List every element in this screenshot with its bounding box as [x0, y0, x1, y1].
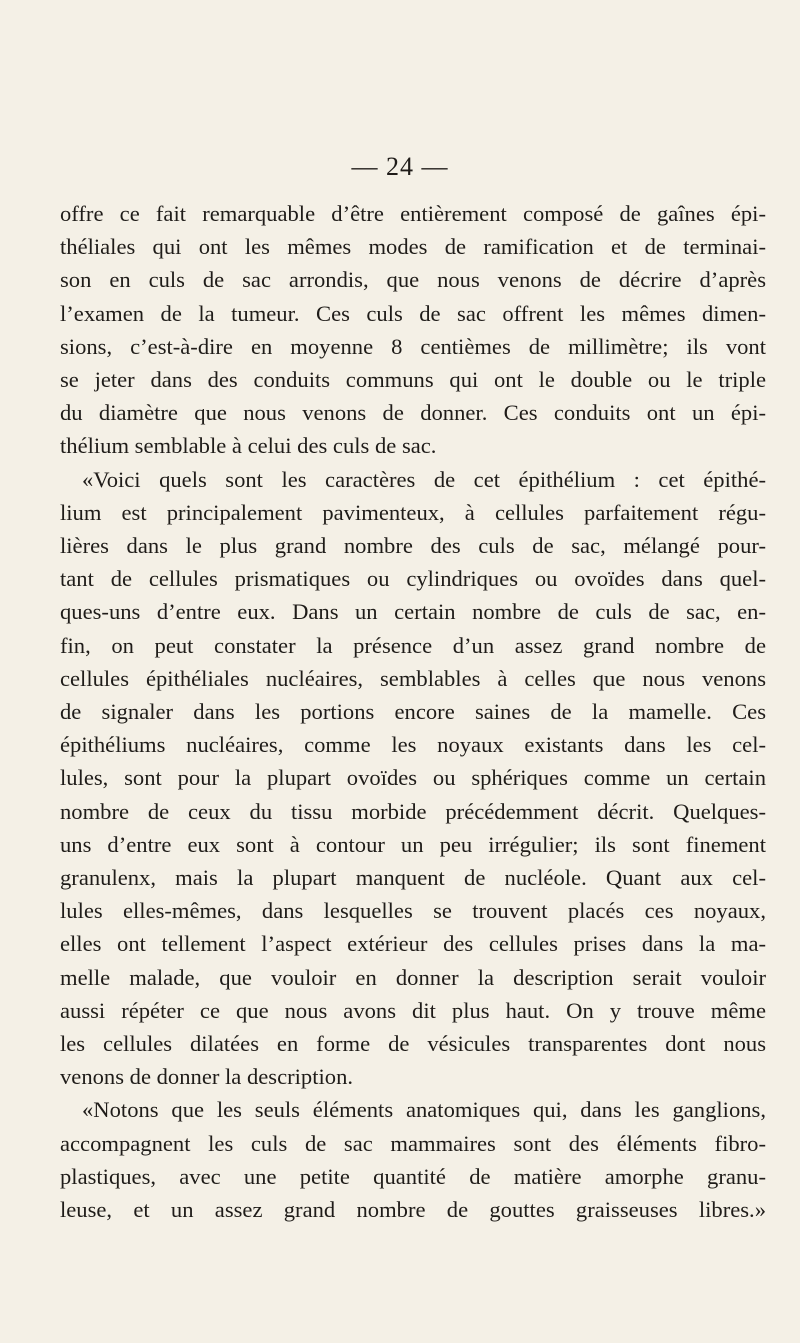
text-line: plastiques, avec une petite quantité de matière amorphe granu-: [60, 1163, 766, 1189]
text-line: se jeter dans des conduits communs qui ont le double ou le triple: [60, 367, 766, 393]
text-line: de signaler dans les portions encore saines de la mamelle. Ces: [60, 699, 766, 725]
text-line: sions, c’est-à-dire en moyenne 8 centièmes de millimètre; ils vont: [60, 333, 766, 359]
text-line: aussi répéter ce que nous avons dit plus haut. On y trouve même: [60, 997, 766, 1023]
text-line: «Notons que les seuls éléments anatomiques qui, dans les ganglions,: [82, 1097, 766, 1123]
text-line: cellules épithéliales nucléaires, semblables à celles que nous venons: [60, 665, 766, 691]
text-line: thélium semblable à celui des culs de sac.: [60, 433, 437, 459]
text-line: théliales qui ont les mêmes modes de ramification et de terminai-: [60, 234, 766, 260]
text-line: offre ce fait remarquable d’être entièrement composé de gaînes épi-: [60, 201, 766, 226]
text-line: fin, on peut constater la présence d’un assez grand nombre de: [60, 632, 766, 658]
text-line: venons de donner la description.: [60, 1064, 354, 1090]
text-line: «Voici quels sont les caractères de cet épithélium : cet épithé-: [82, 466, 766, 492]
text-line: accompagnent les culs de sac mammaires sont des éléments fibro-: [60, 1130, 766, 1156]
text-line: leuse, et un assez grand nombre de gouttes graisseuses libres.»: [60, 1197, 766, 1223]
text-line: nombre de ceux du tissu morbide précédemment décrit. Quelques-: [60, 798, 766, 824]
paragraph-3: [60, 1093, 766, 1226]
text-line: tant de cellules prismatiques ou cylindriques ou ovoïdes dans quel-: [60, 566, 766, 592]
text-line: uns d’entre eux sont à contour un peu irrégulier; ils sont finement: [60, 831, 766, 857]
text-line: du diamètre que nous venons de donner. Ces conduits ont un épi-: [60, 400, 766, 426]
text-line: lules, sont pour la plupart ovoïdes ou sphériques comme un certain: [60, 765, 766, 791]
text-line: lières dans le plus grand nombre des culs de sac, mélangé pour-: [60, 533, 766, 559]
text-line: lium est principalement pavimenteux, à cellules parfaitement régu-: [60, 499, 766, 525]
text-line: ques-uns d’entre eux. Dans un certain nombre de culs de sac, en-: [60, 599, 766, 625]
page-number: — 24 —: [351, 152, 449, 181]
paragraph-1: [60, 197, 766, 463]
text-line: son en culs de sac arrondis, que nous venons de décrire d’après: [60, 267, 766, 293]
text-line: granulenx, mais la plupart manquent de nucléole. Quant aux cel-: [60, 865, 766, 891]
text-line: les cellules dilatées en forme de vésicules transparentes dont nous: [60, 1031, 766, 1057]
text-line: melle malade, que vouloir en donner la description serait vouloir: [60, 964, 766, 990]
text-line: épithéliums nucléaires, comme les noyaux existants dans les cel-: [60, 732, 766, 758]
body-text: [60, 197, 766, 1226]
paragraph-2: [60, 463, 766, 1094]
text-line: l’examen de la tumeur. Ces culs de sac offrent les mêmes dimen-: [60, 300, 766, 326]
text-line: elles ont tellement l’aspect extérieur des cellules prises dans la ma-: [60, 931, 766, 957]
text-line: lules elles-mêmes, dans lesquelles se trouvent placés ces noyaux,: [60, 898, 766, 924]
